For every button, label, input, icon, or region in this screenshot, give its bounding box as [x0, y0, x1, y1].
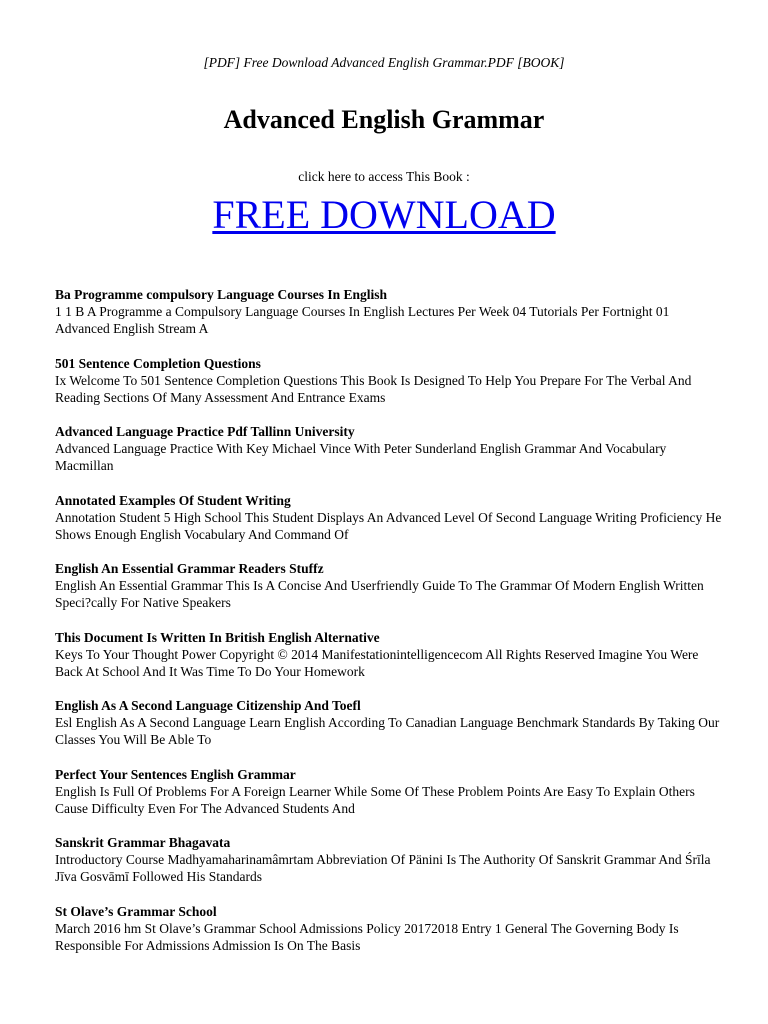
entry-item — [55, 355, 725, 424]
entry-description: March 2016 hm St Olave’s Grammar School Admissions Policy 20172018 Entry 1 General The Governing Body Is Responsible For Admissions Admission Is On The Basis — [55, 920, 679, 953]
entry-description: Ix Welcome To 501 Sentence Completion Questions This Book Is Designed To Help You Prepare For The Verbal And Reading Sections Of Many Assessment And Entrance Exams — [55, 372, 692, 405]
entry-title: Annotated Examples Of Student Writing — [55, 492, 291, 508]
entry-list — [55, 286, 725, 971]
entry-description: English An Essential Grammar This Is A Concise And Userfriendly Guide To The Grammar Of Modern English Written Speci?cally For Native Speakers — [55, 578, 704, 610]
entry-description: English Is Full Of Problems For A Foreign Learner While Some Of These Problem Points Are Easy To Explain Others Cause Difficulty Even For The Advanced Students And — [55, 783, 695, 816]
entry-description: Keys To Your Thought Power Copyright © 2014 Manifestationintelligencecom All Rights Reserved Imagine You Were Back At School And It Was Time To Do Your Homework — [55, 646, 699, 679]
entry-item — [55, 697, 725, 766]
entry-item — [55, 903, 725, 972]
access-instruction: click here to access This Book : — [298, 169, 470, 184]
source-line: [PDF] Free Download Advanced English Grammar.PDF [BOOK] — [203, 55, 565, 70]
entry-title: 501 Sentence Completion Questions — [55, 355, 261, 371]
entry-title: English An Essential Grammar Readers Stuffz — [55, 561, 324, 576]
entry-title: Sanskrit Grammar Bhagavata — [55, 835, 231, 850]
entry-title: Advanced Language Practice Pdf Tallinn University — [55, 424, 355, 439]
entry-item — [55, 286, 725, 355]
entry-title: Ba Programme compulsory Language Courses In English — [55, 287, 388, 302]
download-link-wrapper — [0, 192, 768, 238]
entry-item — [55, 492, 725, 561]
entry-item — [55, 834, 725, 903]
entry-item — [55, 766, 725, 835]
entry-description: Annotation Student 5 High School This Student Displays An Advanced Level Of Second Language Writing Proficiency He Shows Enough English Vocabulary And Command Of — [55, 509, 722, 542]
entry-description: Advanced Language Practice With Key Michael Vince With Peter Sunderland English Grammar And Vocabulary Macmillan — [55, 441, 667, 473]
entry-description: Esl English As A Second Language Learn English According To Canadian Language Benchmark Standards By Taking Our Classes You Will Be Able To — [55, 715, 720, 747]
entry-description: Introductory Course Madhyamaharinamâmrtam Abbreviation Of Pänini Is The Authority Of Sanskrit Grammar And Śrīla Jīva Gosvāmī Followed His Standards — [55, 852, 711, 884]
entry-title: English As A Second Language Citizenship And Toefl — [55, 698, 361, 713]
entry-item — [55, 560, 725, 629]
page-title: Advanced English Grammar — [223, 105, 545, 134]
entry-item — [55, 629, 725, 698]
entry-title: Perfect Your Sentences English Grammar — [55, 766, 296, 782]
free-download-link[interactable]: FREE DOWNLOAD — [212, 192, 556, 237]
entry-title: This Document Is Written In British English Alternative — [55, 629, 380, 645]
entry-title: St Olave’s Grammar School — [55, 903, 217, 919]
entry-description: 1 1 B A Programme a Compulsory Language Courses In English Lectures Per Week 04 Tutorials Per Fortnight 01 Advanced English Stream A — [55, 304, 670, 336]
entry-item — [55, 423, 725, 492]
